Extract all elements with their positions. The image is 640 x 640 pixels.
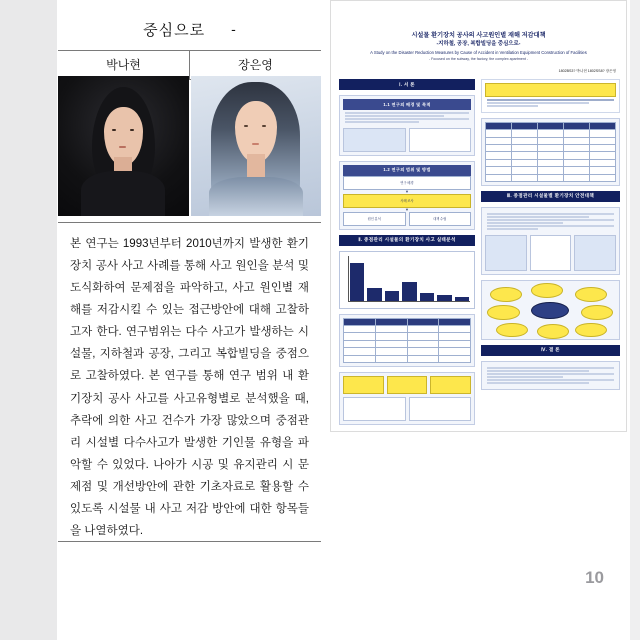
photo-neck-2: [247, 154, 265, 176]
poster-data-table-2: [485, 122, 616, 182]
poster-flow-step-1: 연구 배경: [343, 176, 471, 190]
avatar-photo-1: [58, 76, 189, 216]
poster-panel-yellow-cards: [339, 372, 475, 425]
text-line: [345, 115, 444, 117]
text-line: [345, 118, 469, 120]
poster-subheading-1: 1.1 연구의 배경 및 목적: [343, 99, 471, 110]
diagram-node: [575, 323, 607, 338]
poster-panel-background: [339, 95, 475, 156]
poster-flow-step-4: 대책 수립: [409, 212, 472, 226]
photo-eye-right-1: [130, 129, 134, 131]
photo-eye-right-2: [262, 125, 266, 127]
diagram-node: [581, 305, 613, 320]
page-right-margin: [630, 0, 640, 640]
table-row: [486, 167, 616, 174]
diagram-node: [531, 283, 563, 298]
poster-flow-step-2: 사례 조사: [343, 194, 471, 208]
text-line: [487, 228, 538, 230]
chart-y-axis: [348, 256, 349, 302]
poster-minibox: [343, 397, 406, 421]
poster-minibox: [343, 128, 406, 152]
chart-bar: [437, 295, 451, 300]
poster-authors: 1802BS3? 박나현 1802SS8? 장은영: [558, 69, 616, 73]
table-row: [486, 174, 616, 181]
page-number: 10: [585, 568, 604, 587]
table-row: [344, 340, 471, 347]
photo-body-2: [209, 177, 303, 216]
poster-panel-measures: [481, 207, 620, 275]
page-title-text: 중심으로: [143, 21, 206, 39]
author-photos-row: [58, 76, 321, 216]
chart-bar: [402, 282, 416, 301]
text-line: [487, 382, 589, 384]
table-row: [344, 333, 471, 340]
poster-subheading-2: 1.2 연구의 범위 및 방법: [343, 165, 471, 176]
abstract-text-block: [58, 222, 321, 542]
page-title: [57, 8, 322, 50]
text-line: [487, 379, 614, 381]
table-row: [486, 152, 616, 159]
left-column: [57, 0, 322, 640]
poster-yellow-card: [387, 376, 428, 394]
text-line: [345, 112, 469, 114]
poster-title-en: A Study on the Disaster Reduction Measures by Cause of Accident in Ventilation Equipment Construction of Facilities: [370, 50, 587, 56]
poster-minibox-row-2: [343, 397, 471, 421]
text-line: [345, 121, 419, 123]
photo-mouth-2: [252, 143, 259, 145]
poster-text-lines-1: [343, 110, 471, 125]
poster-panel-table-2: [481, 118, 620, 186]
diagram-node: [575, 287, 607, 302]
text-line: [487, 216, 589, 218]
text-line: [487, 105, 538, 107]
diagram-node: [487, 305, 519, 320]
poster-subtitle: -지하철, 공장, 복합빌딩을 중심으로-: [436, 41, 521, 48]
poster-panel-method: [339, 161, 475, 230]
poster-body: [339, 79, 620, 425]
photo-body-1: [81, 171, 165, 216]
poster-section-conclusion: Ⅳ. 결 론: [481, 345, 620, 356]
poster-flow-step-3: 원인 분석: [343, 212, 406, 226]
poster-thumbnail: [330, 0, 627, 432]
poster-yellow-card: [343, 376, 384, 394]
poster-data-table: [343, 318, 471, 363]
accident-type-bar-chart: [339, 251, 475, 309]
poster-minibox: [574, 235, 616, 271]
chart-bar: [367, 288, 381, 301]
diagram-node: [496, 323, 528, 338]
text-line: [487, 102, 589, 104]
table-row: [344, 326, 471, 333]
poster-section-measures: Ⅲ. 중점관리 시설물별 환기장치 안전대책: [481, 191, 620, 202]
diagram-node: [537, 324, 569, 339]
poster-minibox: [485, 235, 527, 271]
poster-minibox-row-3: [485, 235, 616, 271]
text-line: [487, 370, 589, 372]
text-line: [487, 99, 614, 101]
chart-x-axis: [348, 301, 470, 302]
table-row: [344, 318, 471, 325]
poster-panel-topright: [481, 79, 620, 113]
text-line: [487, 373, 614, 375]
author-name-2: 장은영: [190, 51, 321, 79]
avatar-photo-2: [191, 76, 322, 216]
table-row: [486, 137, 616, 144]
poster-yellow-card: [485, 83, 616, 97]
poster-section-intro: Ⅰ. 서 론: [339, 79, 475, 90]
poster-title: 시설물 환기장치 공사의 사고원인별 재해 저감대책: [411, 32, 546, 39]
text-line: [487, 225, 614, 227]
chevron-down-icon: ▼: [405, 206, 409, 212]
poster-minibox: [409, 397, 472, 421]
abstract-paragraph: 본 연구는 1993년부터 2010년까지 발생한 환기장치 공사 사고 사례를 통해 사고 원인을 분석 및 도식화하여 문제점을 파악하고, 사고 원인별 재해를 저감시킬 수 있는 접근방안에 대해 고찰하고자 한다. 연구범위는 다수 사고가 발생하는 시설물, 지하철과 공장, 그리고 복합빌딩을 중점으로 고찰하였다. 본 연구를 통해 연구 범위 내 환기장치 공사 사고를 사고유형별로 분석했을 때, 추락에 의한 사고 건수가 가장 많았으며 중점관리 시설별 다수사고가 발생한 기인물 유형을 파악할 수 있었다. 나아가 시공 및 유지관리 시 문제점 및 개선방안에 관한 기초자료로 활용할 수 있도록 시설물 내 사고 저감 방안에 대한 항목들을 나열하였다.: [70, 238, 309, 538]
diagram-center-node: [531, 302, 569, 319]
table-row: [344, 355, 471, 362]
table-row: [486, 144, 616, 151]
author-name-1: 박나현: [58, 51, 190, 79]
chart-bars: [350, 257, 469, 301]
text-line: [487, 376, 563, 378]
diagram-node: [490, 287, 522, 302]
poster-text-lines-3: [485, 211, 616, 232]
photo-eye-left-2: [244, 125, 248, 127]
poster-column-right: [481, 79, 620, 425]
text-line: [487, 219, 614, 221]
poster-header: [331, 31, 626, 62]
text-line: [487, 367, 614, 369]
poster-minibox: [409, 128, 472, 152]
poster-text-lines-2: [485, 97, 616, 109]
poster-minibox-row-1: [343, 128, 471, 152]
photo-mouth-1: [119, 146, 126, 148]
chart-bar: [350, 263, 364, 300]
poster-text-lines-4: [485, 365, 616, 386]
poster-yellow-card: [430, 376, 471, 394]
poster-minibox: [530, 235, 572, 271]
text-line: [487, 213, 614, 215]
poster-panel-conclusion: [481, 361, 620, 390]
photo-eye-left-1: [112, 129, 116, 131]
poster-subtitle-en: - Focused on the subway, the factory, the complex apartment -: [428, 56, 529, 61]
table-row: [344, 348, 471, 355]
table-row: [486, 122, 616, 129]
poster-flow-row: [343, 212, 471, 226]
chevron-down-icon: ▼: [405, 188, 409, 194]
poster-panel-table: [339, 314, 475, 367]
text-line: [487, 222, 563, 224]
poster-circle-diagram: [481, 280, 620, 340]
table-row: [486, 130, 616, 137]
chart-bar: [385, 291, 399, 301]
chart-bar: [455, 297, 469, 300]
table-row: [486, 159, 616, 166]
poster-section-analysis: Ⅱ. 중점관리 시설물의 환기장치 사고 실태분석: [339, 235, 475, 246]
poster-column-left: [339, 79, 475, 425]
chart-bar: [420, 293, 434, 301]
page-title-dash: -: [231, 21, 236, 37]
page-left-margin: [0, 0, 57, 640]
poster-yellow-row: [343, 376, 471, 394]
